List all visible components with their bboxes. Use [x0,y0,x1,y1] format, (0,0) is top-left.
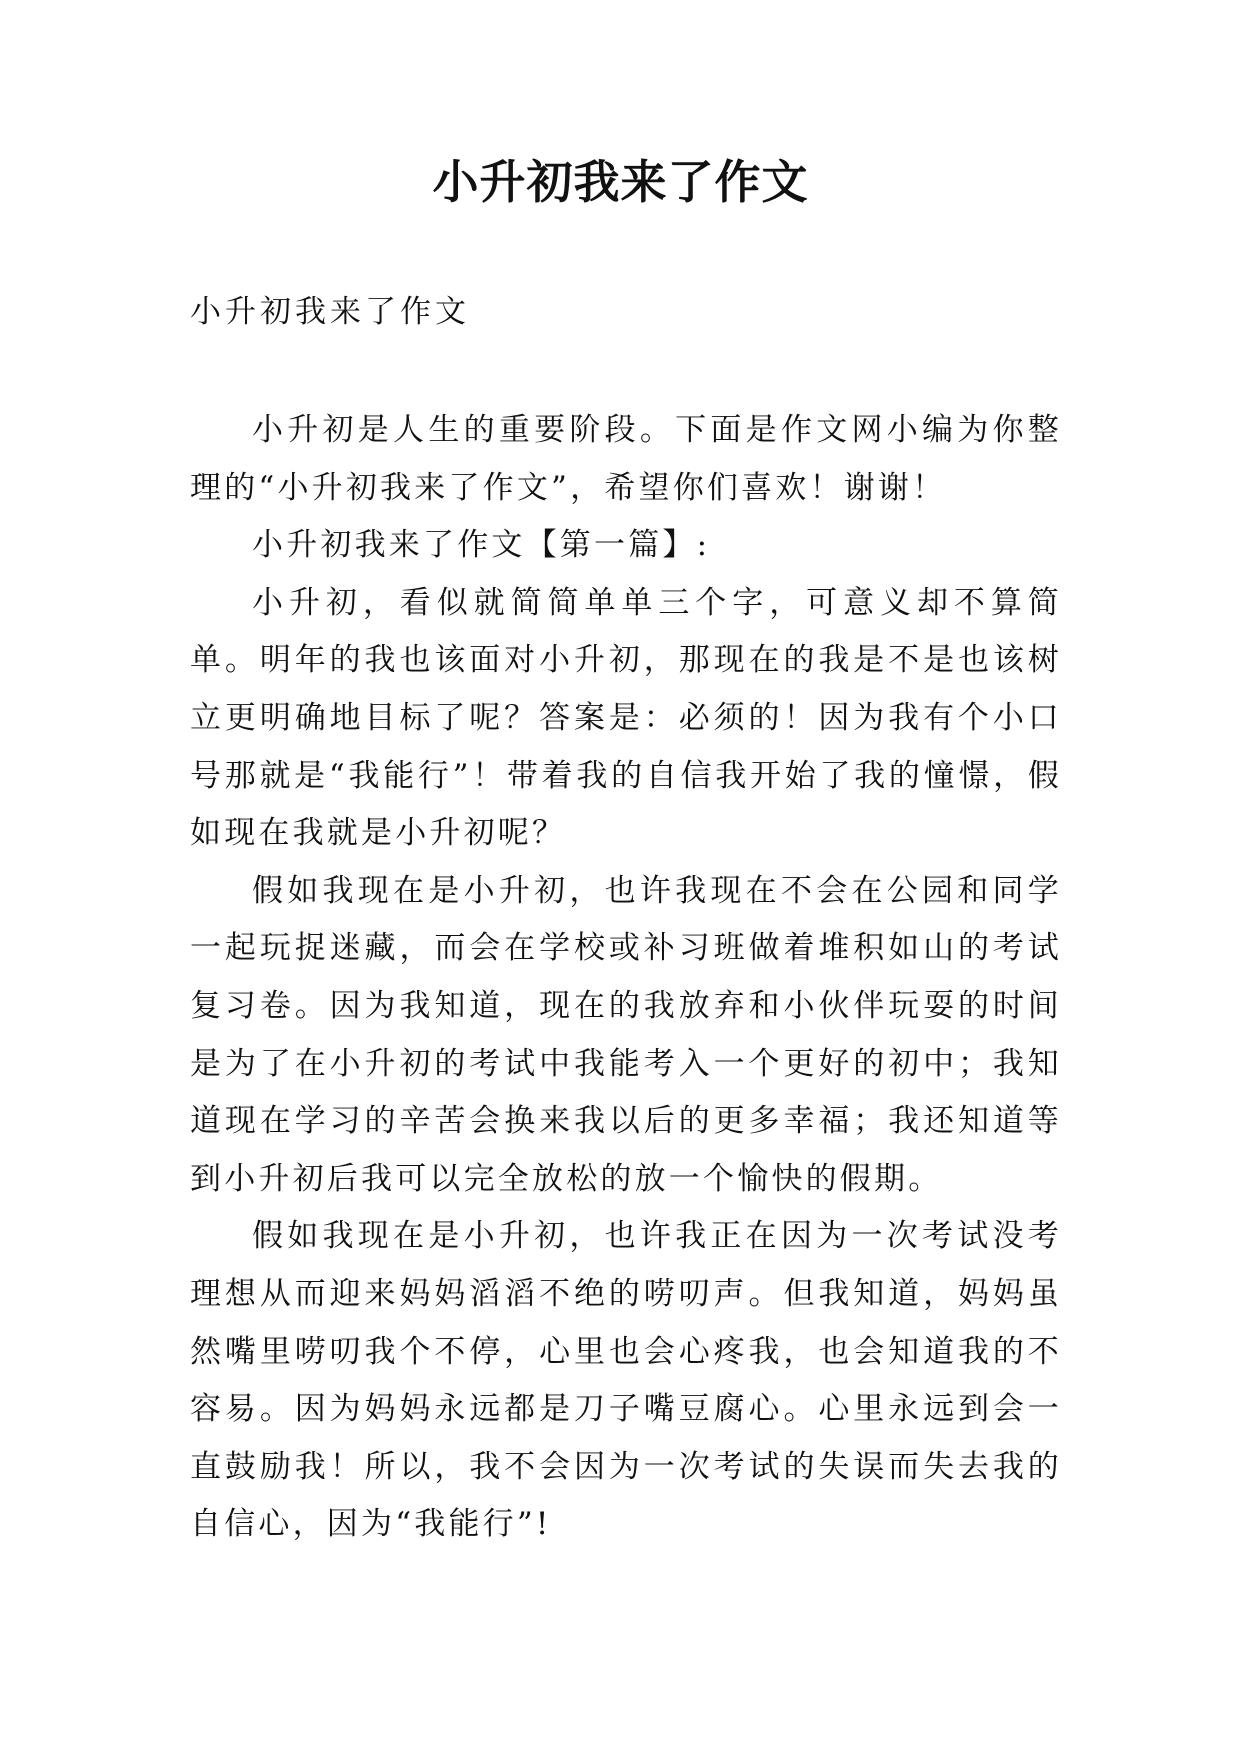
paragraph-1: 小升初，看似就简简单单三个字，可意义却不算简单。明年的我也该面对小升初，那现在的我是不是也该树立更明确地目标了呢？答案是：必须的！因为我有个小口号那就是“我能行”！带着我的自信我开始了我的憧憬，假如现在我就是小升初呢？ [190,584,1062,852]
paragraph-3: 假如我现在是小升初，也许我正在因为一次考试没考理想从而迎来妈妈滔滔不绝的唠叨声。但我知道，妈妈虽然嘴里唠叨我个不停，心里也会心疼我，也会知道我的不容易。因为妈妈永远都是刀子嘴豆腐心。心里永远到会一直鼓励我！所以，我不会因为一次考试的失误而失去我的自信心，因为“我能行”! [190,1218,1062,1543]
document-subtitle: 小升初我来了作文 [190,294,470,330]
document-body [190,402,1062,1554]
paragraph-intro: 小升初是人生的重要阶段。下面是作文网小编为你整理的“小升初我来了作文”，希望你们喜欢！谢谢！ [190,412,1062,506]
document-title: 小升初我来了作文 [432,155,809,209]
paragraph-2: 假如我现在是小升初，也许我现在不会在公园和同学一起玩捉迷藏，而会在学校或补习班做着堆积如山的考试复习卷。因为我知道，现在的我放弃和小伙伴玩耍的时间是为了在小升初的考试中我能考入一个更好的初中；我知道现在学习的辛苦会换来我以后的更多幸福；我还知道等到小升初后我可以完全放松的放一个愉快的假期。 [190,872,1062,1197]
paragraph-section-heading: 小升初我来了作文【第一篇】: [252,527,711,564]
